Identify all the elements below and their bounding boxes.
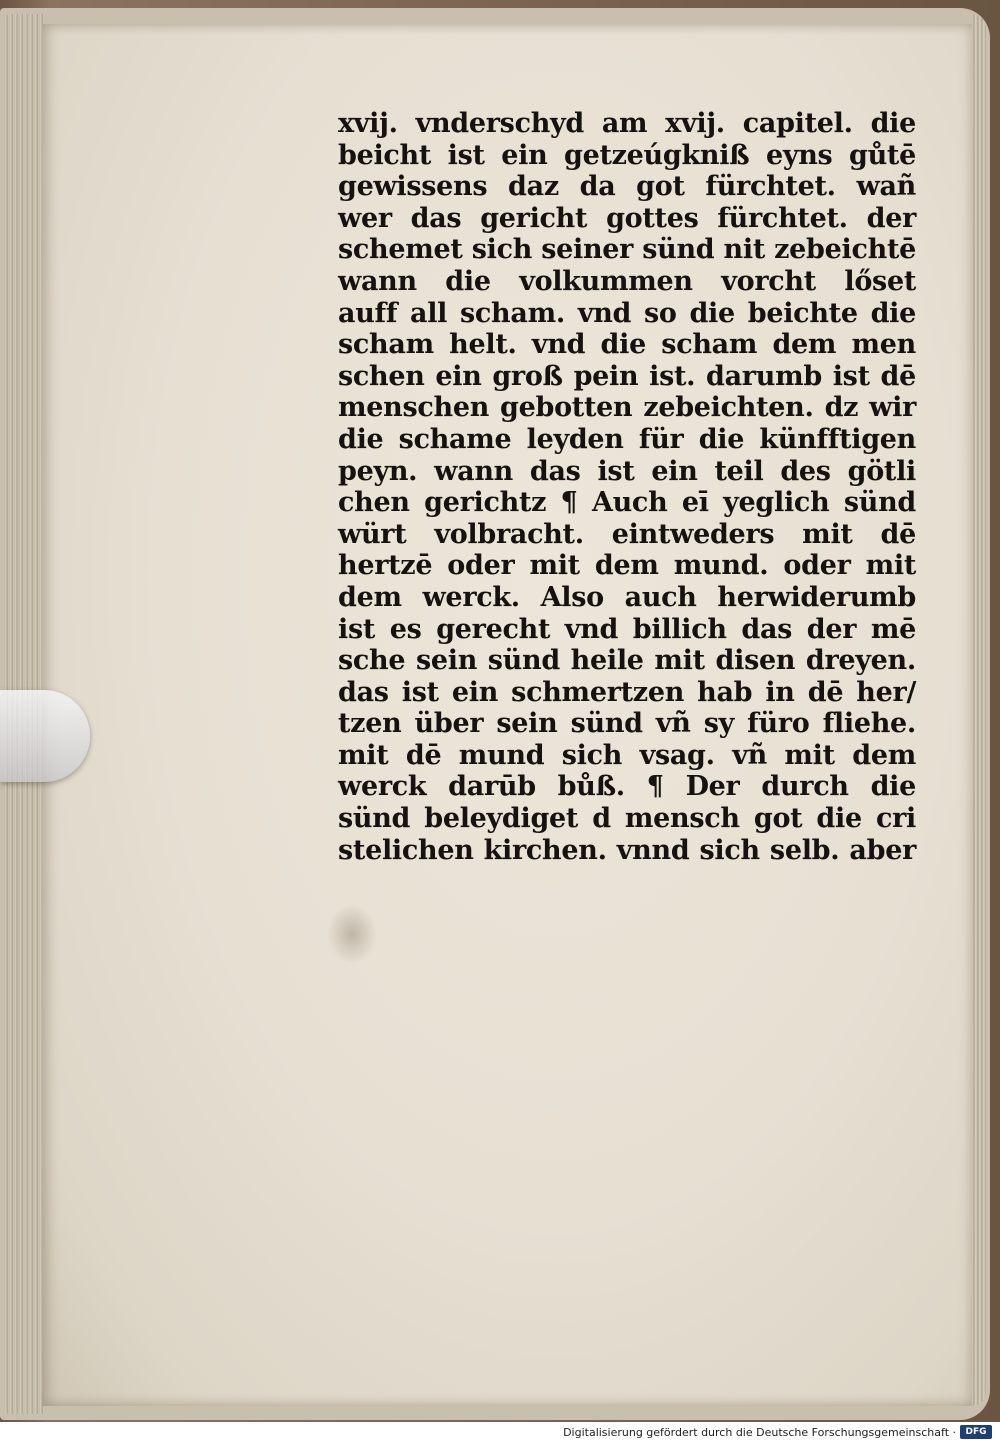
text-line: die schame leyden für die künfftigen — [338, 423, 916, 455]
text-line: gewissens daz da got fürchtet. wañ — [338, 171, 916, 203]
dfg-logo-icon: DFG — [960, 1425, 992, 1439]
text-line: auff all scham. vnd so die beichte die — [338, 297, 916, 329]
text-line: dem werck. Also auch herwiderumb — [338, 581, 916, 613]
footer-bar — [0, 1422, 1000, 1443]
page-clip — [0, 690, 90, 782]
text-line: tzen über sein sünd vñ sy füro fliehe. — [338, 708, 916, 740]
text-line: ist es gerecht vnd billich das der mē — [338, 613, 916, 645]
text-line: sünd beleydiget d mensch got die cri — [338, 803, 916, 835]
text-line: schen ein groß pein ist. darumb ist dē — [338, 360, 916, 392]
funding-note: Digitalisierung gefördert durch die Deutsche Forschungsgemeinschaft · — [563, 1426, 956, 1439]
text-line: hertzē oder mit dem mund. oder mit — [338, 550, 916, 582]
text-line: schemet sich seiner sünd nit zebeichtē — [338, 234, 916, 266]
text-line: würt volbracht. eintweders mit dē — [338, 518, 916, 550]
text-line: wer das gericht gottes fürchtet. der — [338, 202, 916, 234]
text-line: scham helt. vnd die scham dem men — [338, 329, 916, 361]
text-line: xvij. vnderschyd am xvij. capitel. die — [338, 108, 916, 139]
text-line: werck darūb bůß. ¶ Der durch die — [338, 771, 916, 803]
text-line: beicht ist ein getzeúgkniß eyns gůtē — [338, 139, 916, 171]
text-line: wann die volkummen vorcht lőset — [338, 265, 916, 297]
text-line: menschen gebotten zebeichten. dz wir — [338, 392, 916, 424]
text-line: chen gerichtz ¶ Auch eī yeglich sünd — [338, 487, 916, 519]
text-line: peyn. wann das ist ein teil des götli — [338, 455, 916, 487]
right-page-stack — [972, 14, 986, 1406]
text-block — [338, 108, 916, 1048]
text-line: sche sein sünd heile mit disen dreyen. — [338, 645, 916, 677]
text-line: das ist ein schmertzen hab in dē her/ — [338, 676, 916, 708]
text-line: mit dē mund sich vsag. vñ mit dem — [338, 739, 916, 771]
text-line: stelichen kirchen. vnnd sich selb. aber — [338, 834, 916, 866]
